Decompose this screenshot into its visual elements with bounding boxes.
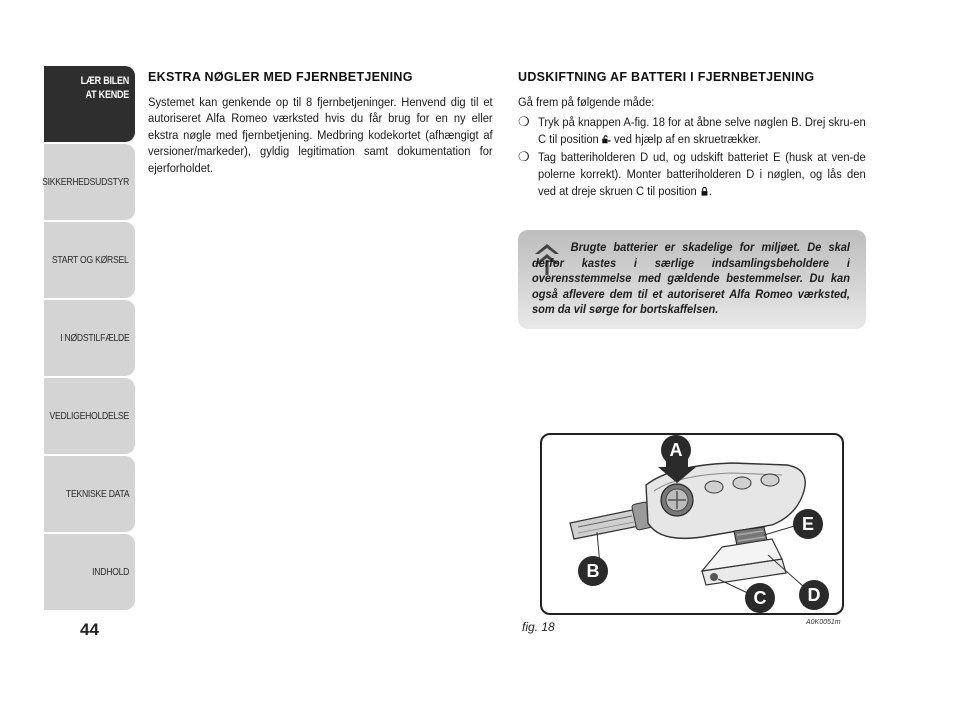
left-column [148,69,493,177]
figure-code: A0K0051m [806,619,841,626]
section-heading-extra-keys: EKSTRA NØGLER MED FJERNBETJENING [148,70,413,84]
environment-note [518,230,866,329]
tab-label: LÆR BILEN AT KENDE [80,75,129,101]
tab-start-og-korsel[interactable] [44,222,135,298]
page-number: 44 [80,620,99,639]
label-d: D [799,580,829,610]
list-item-text: Tryk på knappen A-fig. 18 for at åbne selve nøglen B. Drej skru-en C til position ved hjælp af en skruetrækker. [538,115,866,146]
unlock-icon [602,135,611,144]
tab-label: START OG KØRSEL [52,254,129,266]
tab-label: TEKNISKE DATA [65,488,129,500]
chapter-tabs [44,66,135,612]
tab-label: INDHOLD [91,566,129,578]
section-body-extra-keys: Systemet kan genkende op til 8 fjernbetjeninger. Henvend dig til et autoriseret Alfa Romeo værksted hvis du får brug for en ny eller ekstra nøgle med fjernbetjening. Medbring kodekortet (afhængigt af versioner/markeder), gyldig legitimation samt dokumentation for ejerforholdet. [148,94,493,175]
note-text: Brugte batterier er skadelige for miljøet. De skal derfor kastes i særlige indsamlingsbeholdere i overensstemmelse med gældende bestemmelser. Du kan også aflevere dem til et autoriseret Alfa Romeo værksted, som da vil sørge for bortskaffelsen. [532,240,850,316]
list-item [518,149,866,199]
figure-key-illustration [540,433,844,615]
tab-label: VEDLIGEHOLDELSE [49,410,129,422]
tab-i-nodstilfaelde[interactable] [44,300,135,376]
tab-tekniske-data[interactable] [44,456,135,532]
tab-label: I NØDSTILFÆLDE [59,332,129,344]
bullet-mark: ❍ [518,114,530,130]
figure-caption: fig. 18 [522,620,555,634]
label-b: B [578,556,608,586]
procedure-intro: Gå frem på følgende måde: [518,94,655,109]
procedure-list [518,114,866,199]
bullet-mark: ❍ [518,149,530,165]
tab-indhold[interactable] [44,534,135,610]
right-column [518,69,866,201]
label-e: E [793,509,823,539]
tab-label: SIKKERHEDSUDSTYR [42,176,129,188]
label-c: C [745,583,775,613]
list-item-text: Tag batteriholderen D ud, og udskift batteriet E (husk at ven-de polerne korrekt). Monter batteriholderen D i nøglen, og lås den ved at dreje skruen C til position . [538,150,866,198]
section-heading-battery: UDSKIFTNING AF BATTERI I FJERNBETJENING [518,70,815,84]
lock-icon [700,187,709,196]
tab-vedligeholdelse[interactable] [44,378,135,454]
tab-laer-bilen-at-kende[interactable] [44,66,135,142]
tab-sikkerhedsudstyr[interactable] [44,144,135,220]
label-a: A [661,435,691,465]
list-item [518,114,866,147]
